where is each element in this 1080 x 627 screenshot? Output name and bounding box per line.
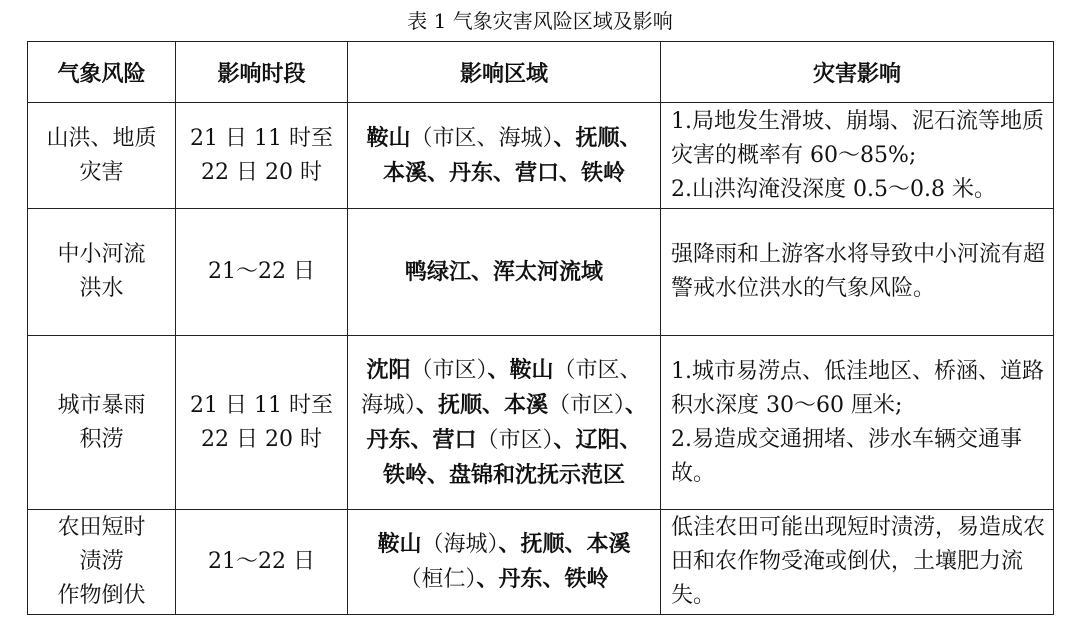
- header-row: [28, 42, 1054, 103]
- risk-line: 农田短时: [57, 515, 146, 540]
- table-body: [28, 103, 1054, 615]
- period-line: 22 日 20 时: [201, 426, 322, 452]
- impact-line: 1.局地发生滑坡、崩塌、泥石流等地质灾害的概率有 60～85%;: [671, 108, 1044, 168]
- area-note: （市区、海城）: [360, 358, 642, 418]
- area-name: 、抚顺、本溪: [415, 392, 548, 418]
- impact-line: 1.城市易涝点、低洼地区、桥涵、道路积水深度 30～60 厘米;: [671, 358, 1044, 418]
- period-line: 21～22 日: [208, 259, 315, 284]
- cell-impact: [661, 510, 1054, 615]
- cell-period: [176, 103, 348, 209]
- area-name: 、: [553, 125, 576, 151]
- risk-line: 中小河流: [57, 242, 146, 267]
- risk-line: 灾害: [79, 159, 124, 185]
- area-name: 鸭绿江、浑太河流域: [404, 259, 603, 285]
- period-line: 22 日 20 时: [201, 159, 322, 185]
- area-name: 沈阳: [366, 357, 411, 383]
- area-note: （市区）: [410, 358, 488, 383]
- risk-line: 积涝: [79, 426, 124, 452]
- area-name: 、丹东、铁岭: [476, 566, 609, 592]
- impact-line: 强降雨和上游客水将导致中小河流有超警戒水位洪水的气象风险。: [671, 242, 1046, 301]
- impact-line: 2.易造成交通拥堵、涉水车辆交通事故。: [671, 426, 1022, 486]
- cell-area: [348, 103, 661, 209]
- cell-area: [348, 336, 661, 510]
- header-risk: 气象风险: [28, 42, 176, 103]
- area-name: 、丹东、营口: [366, 392, 648, 453]
- risk-line: 城市暴雨: [57, 392, 146, 418]
- period-line: 21 日 11 时至: [190, 392, 333, 418]
- area-note: （市区）: [476, 428, 554, 453]
- cell-area: [348, 209, 661, 336]
- header-impact: 灾害影响: [661, 42, 1054, 103]
- risk-line: 洪水: [79, 276, 124, 301]
- table-row: [28, 510, 1054, 615]
- area-note: （市区、海城）: [410, 126, 554, 151]
- period-line: 21～22 日: [208, 549, 315, 574]
- table-row: [28, 336, 1054, 510]
- header-area: 影响区域: [348, 42, 661, 103]
- cell-risk: [28, 209, 176, 336]
- table-caption: 表 1 气象灾害风险区域及影响: [407, 9, 673, 33]
- cell-impact: [661, 336, 1054, 510]
- table-row: [28, 103, 1054, 209]
- cell-impact: [661, 209, 1054, 336]
- risk-line: 山洪、地质: [46, 125, 157, 151]
- cell-period: [176, 336, 348, 510]
- area-name: 鞍山: [366, 125, 411, 151]
- cell-period: [176, 209, 348, 336]
- area-name: 鞍山: [377, 531, 422, 557]
- area-name: 、抚顺、本溪: [498, 531, 631, 557]
- cell-risk: [28, 336, 176, 510]
- impact-line: 低洼农田可能出现短时渍涝，易造成农田和农作物受淹或倒伏，土壤肥力流失。: [671, 515, 1046, 608]
- header-period: 影响时段: [176, 42, 348, 103]
- risk-line: 作物倒伏: [57, 583, 146, 608]
- impact-line: 2.山洪沟淹没深度 0.5～0.8 米。: [671, 176, 996, 202]
- cell-risk: [28, 510, 176, 615]
- cell-risk: [28, 103, 176, 209]
- period-line: 21 日 11 时至: [190, 125, 333, 151]
- area-name: 、辽阳、铁岭、盘锦和沈抚示范区: [382, 427, 642, 488]
- area-name: 抚顺、本溪、丹东、营口、铁岭: [382, 125, 642, 186]
- area-note: （桓仁）: [399, 567, 477, 592]
- cell-area: [348, 510, 661, 615]
- cell-impact: [661, 103, 1054, 209]
- risk-table: [27, 41, 1054, 615]
- area-name: 、鞍山: [487, 357, 554, 383]
- table-row: [28, 209, 1054, 336]
- cell-period: [176, 510, 348, 615]
- area-note: （海城）: [421, 532, 499, 557]
- area-note: （市区）: [548, 393, 626, 418]
- risk-line: 渍涝: [79, 549, 124, 574]
